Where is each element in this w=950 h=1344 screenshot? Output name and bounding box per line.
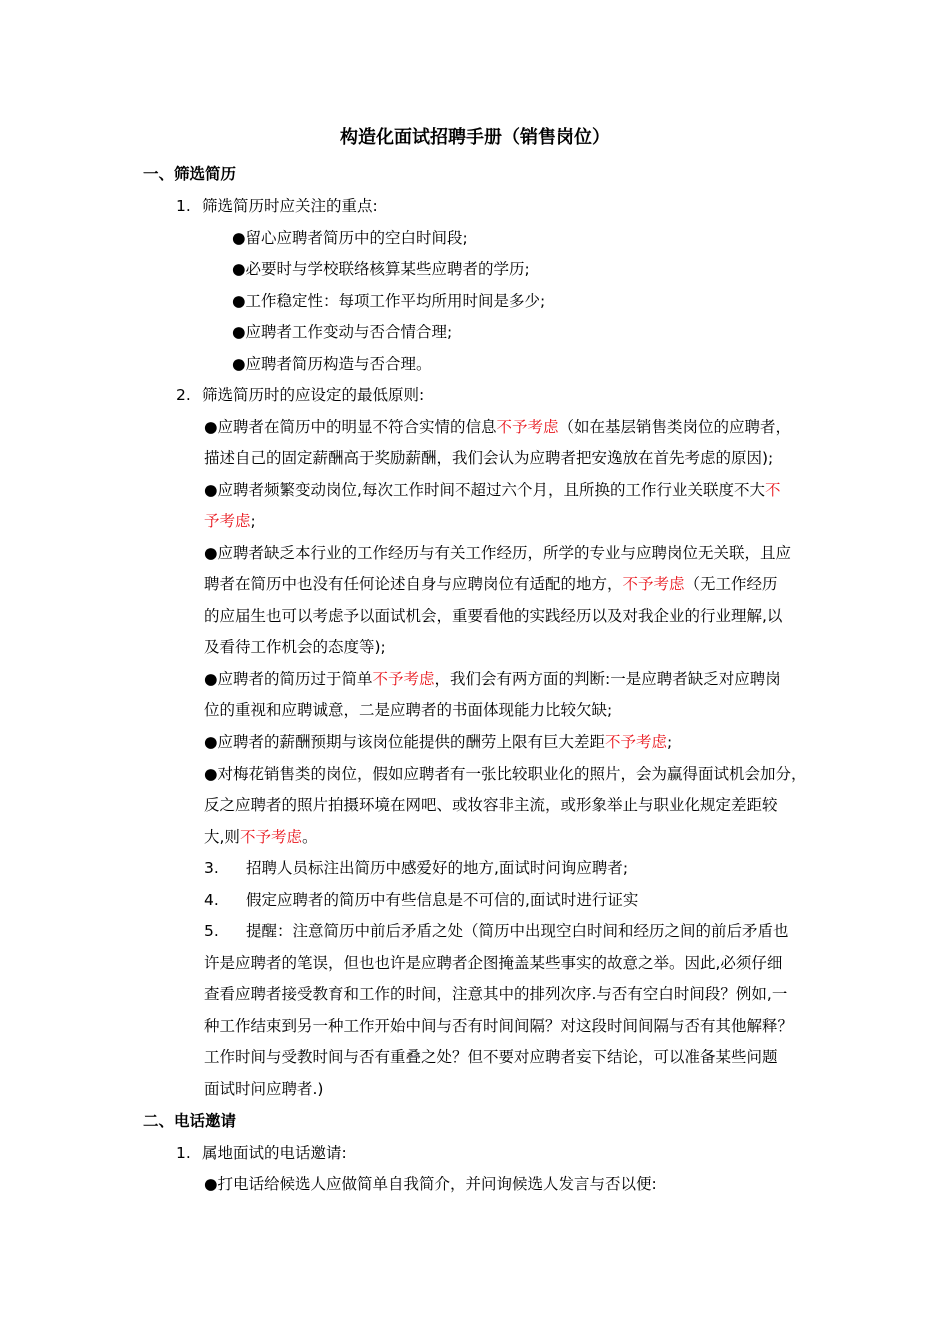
highlight-text: 不予考虑 [372,670,435,688]
text-span: 聘者在简历中也没有任何论述自身与应聘岗位有适配的地方， [204,575,623,593]
text-span: 。 [301,828,318,846]
bullet-item: ●留心应聘者简历中的空白时间段; [232,229,468,247]
bullet-item: ●应聘者工作变动与否合情合理; [232,323,453,341]
item-number: 1. [176,1144,191,1162]
section-heading-screening: 一、筛选简历 [143,165,237,183]
paragraph-line: 的应届生也可以考虑予以面试机会，重要看他的实践经历以及对我企业的行业理解,以 [204,607,783,625]
item-text: 筛选简历时应关注的重点: [202,197,378,215]
text-span: （无工作经历 [684,575,778,593]
list-item-3 [204,856,628,880]
paragraph-line [204,572,778,596]
item-number: 3. [204,859,219,877]
paragraph-line: 许是应聘者的笔误，但也也许是应聘者企图掩盖某些事实的故意之举。因此,必须仔细 [204,954,783,972]
text-span: ; [667,733,673,751]
bullet-item: ●工作稳定性：每项工作平均所用时间是多少; [232,292,546,310]
section-heading-phone-invite: 二、电话邀请 [143,1112,237,1130]
paragraph-line [204,667,781,691]
paragraph-line [204,509,256,533]
item-text: 提醒：注意简历中前后矛盾之处（简历中出现空白时间和经历之间的前后矛盾也 [246,922,789,940]
list-item-4 [204,888,638,912]
paragraph-line: 工作时间与受教时间与否有重叠之处？但不要对应聘者妄下结论，可以准备某些问题 [204,1048,778,1066]
item-number: 2. [176,386,191,404]
text-span: ●应聘者的简历过于简单 [204,670,373,688]
highlight-text: 不 [764,481,781,499]
item-number: 4. [204,891,219,909]
paragraph-line: 种工作结束到另一种工作开始中间与否有时间间隔？对这段时间间隔与否有其他解释？ [204,1017,794,1035]
text-span: ; [250,512,256,530]
item-text: 假定应聘者的简历中有些信息是不可信的,面试时进行证实 [246,891,639,909]
paragraph-line [204,478,780,502]
paragraph-line [204,730,672,754]
paragraph-line: ●对梅花销售类的岗位，假如应聘者有一张比较职业化的照片，会为赢得面试机会加分， [204,765,807,783]
item-text: 筛选简历时的应设定的最低原则: [202,386,425,404]
item-text: 招聘人员标注出简历中感爱好的地方,面试时问询应聘者; [246,859,629,877]
paragraph-line: 反之应聘者的照片拍摄环境在网吧、或妆容非主流，或形象举止与职业化规定差距较 [204,796,778,814]
list-item-1 [176,1141,347,1165]
highlight-text: 不予考虑 [622,575,685,593]
paragraph-line: 面试时问应聘者.) [204,1080,324,1098]
highlight-text: 不予考虑 [239,828,302,846]
paragraph-line: 及看待工作机会的态度等); [204,638,386,656]
paragraph-line [204,825,317,849]
list-item-5 [204,919,789,943]
paragraph-line: 查看应聘者接受教育和工作的时间，注意其中的排列次序.与否有空白时间段？例如,一 [204,985,788,1003]
document-title: 构造化面试招聘手册（销售岗位） [340,127,610,148]
bullet-item: ●必要时与学校联络核算某些应聘者的学历; [232,260,530,278]
highlight-text: 予考虑 [204,512,251,530]
text-span: 大,则 [204,828,240,846]
item-number: 5. [204,922,219,940]
paragraph-line: 描述自己的固定薪酬高于奖励薪酬，我们会认为应聘者把安逸放在首先考虑的原因); [204,449,774,467]
text-span: ●应聘者频繁变动岗位,每次工作时间不超过六个月，且所换的工作行业关联度不大 [204,481,765,499]
bullet-item: ●应聘者简历构造与否合理。 [232,355,432,373]
paragraph-line: 位的重视和应聘诚意，二是应聘者的书面体现能力比较欠缺; [204,701,613,719]
bullet-item: ●打电话给候选人应做简单自我简介，并问询候选人发言与否以便: [204,1175,657,1193]
list-item-1 [176,194,378,218]
text-span: （如在基层销售类岗位的应聘者， [558,418,792,436]
highlight-text: 不予考虑 [496,418,559,436]
paragraph-line: ●应聘者缺乏本行业的工作经历与有关工作经历，所学的专业与应聘岗位无关联，且应 [204,544,792,562]
item-number: 1. [176,197,191,215]
text-span: ●应聘者在简历中的明显不符合实情的信息 [204,418,497,436]
text-span: ，我们会有两方面的判断:一是应聘者缺乏对应聘岗 [434,670,781,688]
list-item-2 [176,383,424,407]
item-text: 属地面试的电话邀请: [202,1144,347,1162]
text-span: ●应聘者的薪酬预期与该岗位能提供的酬劳上限有巨大差距 [204,733,606,751]
highlight-text: 不予考虑 [605,733,668,751]
paragraph-line [204,415,791,439]
